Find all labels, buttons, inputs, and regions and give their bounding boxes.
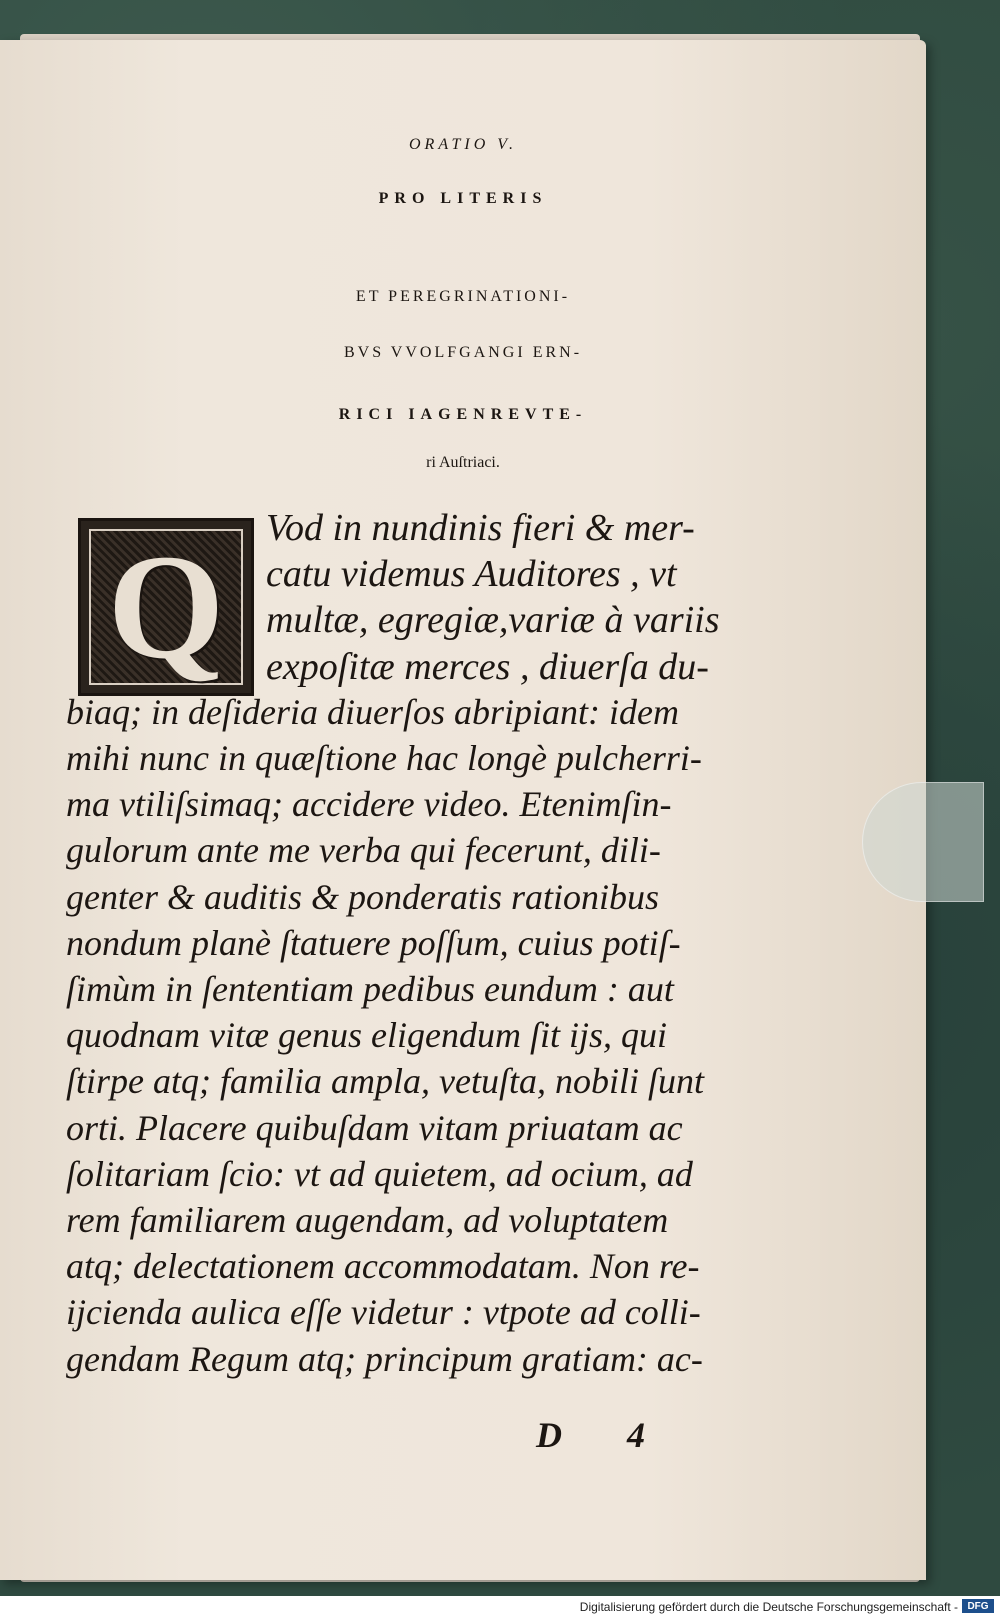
body-line: multæ, egregiæ,variæ à variis xyxy=(266,599,720,642)
decorated-initial xyxy=(78,518,254,696)
book-page xyxy=(0,40,926,1580)
footer-bar xyxy=(0,1596,1000,1619)
body-line: biaq; in deſideria diuerſos abripiant: idem xyxy=(66,691,679,732)
body-line: Vod in nundinis fieri & mer- xyxy=(266,507,695,549)
body-line: nondum planè ſtatuere poſſum, cuius potiſ- xyxy=(66,922,681,963)
page-clip xyxy=(862,782,984,902)
page-title: PRO LITERIS xyxy=(378,190,548,207)
body-line: orti. Placere quibuſdam vitam priuatam ac xyxy=(66,1107,683,1148)
body-line: ijcienda aulica eſſe videtur : vtpote ad colli- xyxy=(66,1292,701,1333)
dfg-logo: DFG xyxy=(962,1599,994,1613)
body-line: atq; delectationem accommodatam. Non re- xyxy=(66,1246,700,1287)
body-line: ma vtiliſsimaq; accidere video. Etenimſin- xyxy=(66,784,672,825)
body-line: quodnam vitæ genus eligendum ſit ijs, qui xyxy=(66,1015,667,1056)
body-line: rem familiarem augendam, ad voluptatem xyxy=(66,1200,669,1240)
subtitle-line-1: ET PEREGRINATIONI- xyxy=(355,288,571,305)
subtitle-line-4: ri Auſtriaci. xyxy=(426,454,500,471)
body-line: gulorum ante me verba qui fecerunt, dili- xyxy=(66,830,661,871)
body-line: ſimùm in ſententiam pedibus eundum : aut xyxy=(66,969,674,1009)
subtitle-line-2: BVS VVOLFGANGI ERN- xyxy=(343,344,583,361)
body-line: expoſitæ merces , diuerſa du- xyxy=(266,645,709,688)
body-line: mihi nunc in quæſtione hac longè pulcherri- xyxy=(66,738,702,778)
subtitle-line-3: RICI IAGENREVTE- xyxy=(338,406,588,423)
body-line: catu videmus Auditores , vt xyxy=(266,553,677,596)
signature-mark: D 4 xyxy=(536,1415,673,1455)
initial-letter: Q xyxy=(107,524,225,690)
funding-credit: Digitalisierung gefördert durch die Deutsche Forschungsgemeinschaft - xyxy=(579,1600,958,1614)
body-line: genter & auditis & ponderatis rationibus xyxy=(66,876,660,917)
oration-number: ORATIO V. xyxy=(409,136,517,153)
body-line: ſolitariam ſcio: vt ad quietem, ad ocium, ad xyxy=(66,1153,693,1194)
body-line: ſtirpe atq; familia ampla, vetuſta, nobili ſunt xyxy=(66,1061,704,1102)
body-line: gendam Regum atq; principum gratiam: ac- xyxy=(66,1338,703,1379)
